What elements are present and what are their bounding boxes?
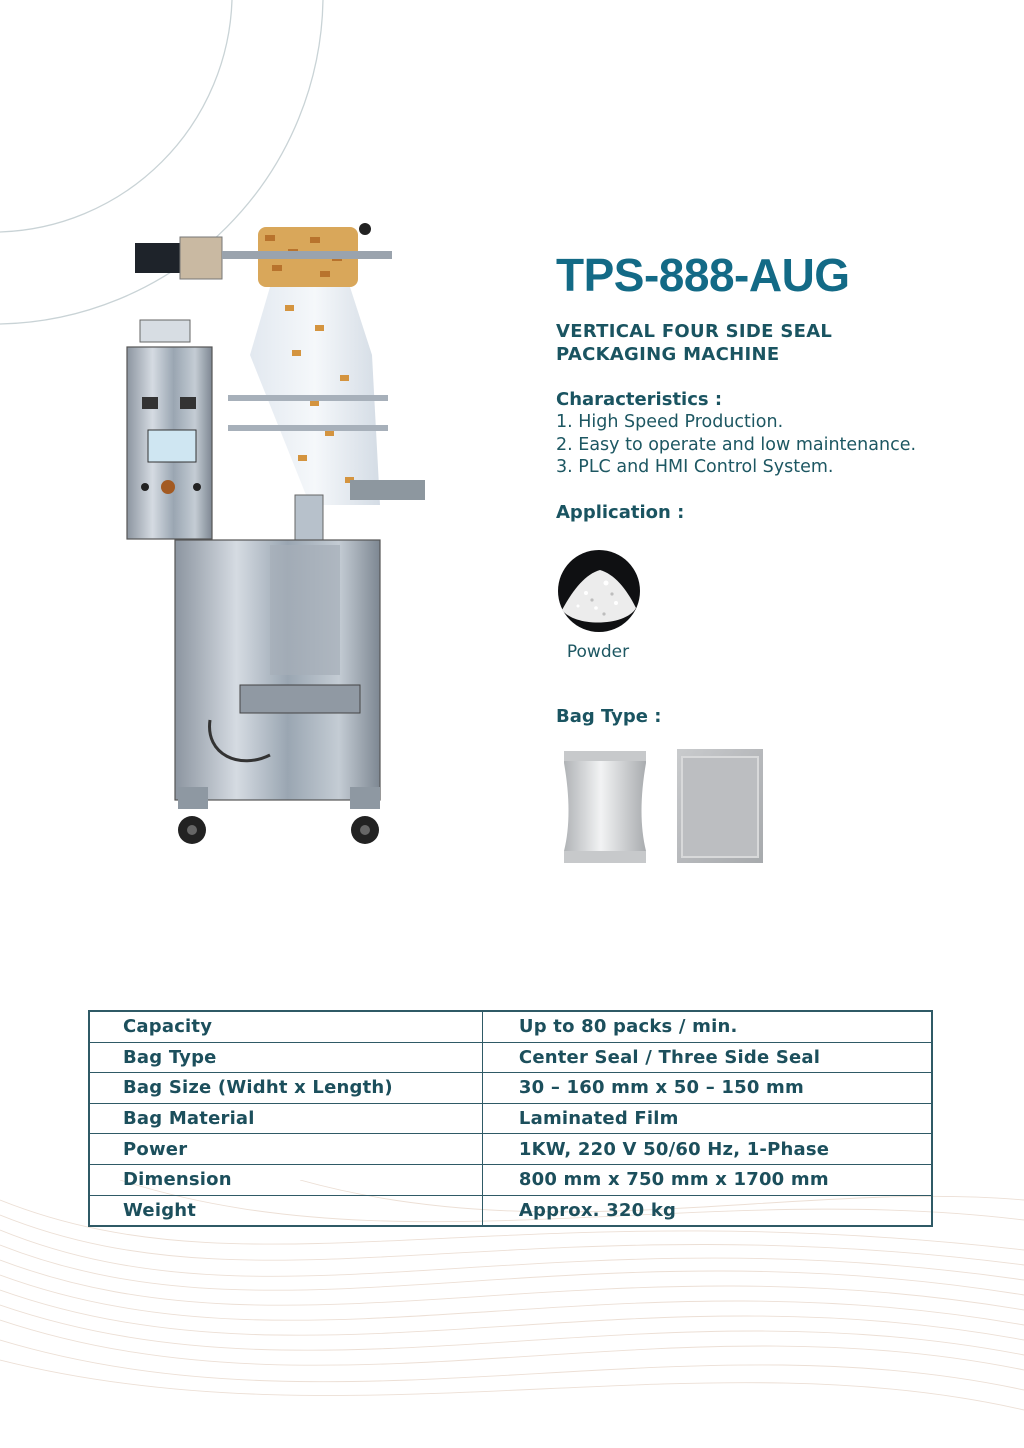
table-row — [89, 1011, 932, 1042]
table-row — [89, 1134, 932, 1165]
spec-value: 30 – 160 mm x 50 – 150 mm — [482, 1073, 932, 1104]
spec-label: Power — [89, 1134, 482, 1165]
table-row — [89, 1164, 932, 1195]
table-row — [89, 1042, 932, 1073]
spec-label: Capacity — [89, 1011, 482, 1042]
specification-table — [88, 1010, 933, 1227]
spec-label: Dimension — [89, 1164, 482, 1195]
table-row — [89, 1195, 932, 1226]
pillow-bag-image — [562, 747, 648, 865]
product-subtitle — [556, 320, 832, 366]
subtitle-line-2: PACKAGING MACHINE — [556, 344, 780, 365]
table-row — [89, 1073, 932, 1104]
characteristic-item: 3. PLC and HMI Control System. — [556, 457, 834, 477]
application-item-powder — [555, 548, 643, 662]
spec-label: Weight — [89, 1195, 482, 1226]
spec-value: Center Seal / Three Side Seal — [482, 1042, 932, 1073]
spec-label: Bag Size (Widht x Length) — [89, 1073, 482, 1104]
subtitle-line-1: VERTICAL FOUR SIDE SEAL — [556, 321, 833, 342]
characteristic-item: 1. High Speed Production. — [556, 412, 784, 432]
characteristics-list — [556, 411, 916, 479]
spec-value: Laminated Film — [482, 1103, 932, 1134]
characteristic-item: 2. Easy to operate and low maintenance. — [556, 434, 917, 455]
bag-type-heading: Bag Type : — [556, 706, 662, 727]
application-heading: Application : — [556, 502, 685, 523]
application-label: Powder — [566, 642, 630, 662]
spec-value: 800 mm x 750 mm x 1700 mm — [482, 1164, 932, 1195]
spec-value: 1KW, 220 V 50/60 Hz, 1-Phase — [482, 1134, 932, 1165]
spec-value: Up to 80 packs / min. — [482, 1011, 932, 1042]
characteristics-heading: Characteristics : — [556, 389, 723, 410]
spec-label: Bag Type — [89, 1042, 482, 1073]
product-model-title: TPS-888-AUG — [556, 249, 850, 301]
spec-label: Bag Material — [89, 1103, 482, 1134]
table-row — [89, 1103, 932, 1134]
flat-bag-image — [676, 747, 764, 865]
spec-value: Approx. 320 kg — [482, 1195, 932, 1226]
packaging-machine-image — [110, 215, 440, 860]
powder-pile-image — [556, 548, 642, 634]
